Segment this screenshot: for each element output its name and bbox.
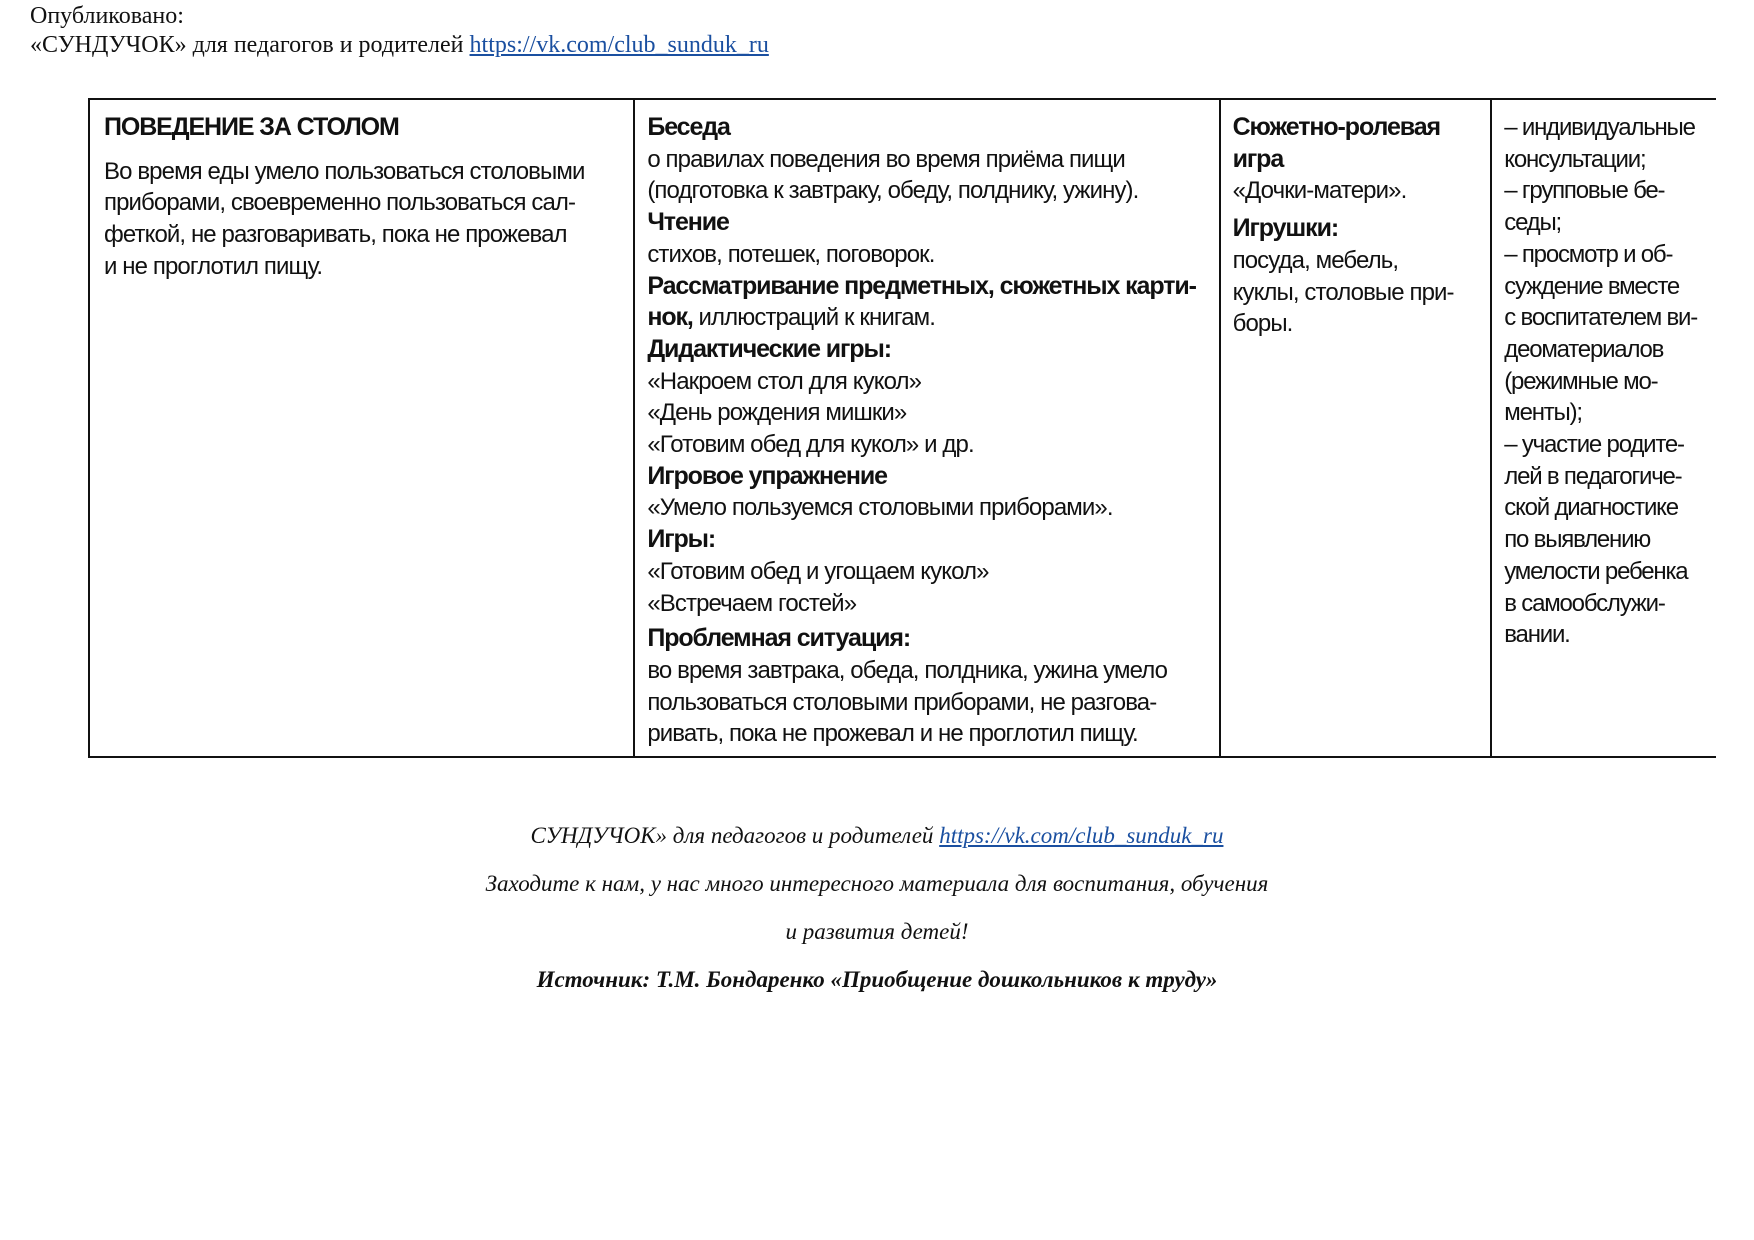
publisher-line: [30, 31, 769, 60]
text-line: о правилах поведения во время приёма пищи: [647, 145, 1125, 173]
text-line: феткой, не разговаривать, пока не прожевал: [104, 221, 567, 249]
text-line: консультации;: [1504, 145, 1646, 173]
toys-title: Игрушки:: [1232, 214, 1339, 243]
viewing-bold: нок,: [647, 303, 693, 332]
vk-link[interactable]: https://vk.com/club_sunduk_ru: [469, 32, 769, 58]
text-line: в самообслужи-: [1504, 589, 1665, 617]
text-line: посуда, мебель,: [1232, 246, 1399, 274]
text-line: – участие родите-: [1504, 431, 1684, 459]
text-line: «День рождения мишки»: [647, 399, 907, 427]
section-title: ПОВЕДЕНИЕ ЗА СТОЛОМ: [104, 113, 399, 141]
text-line: с воспитателем ви-: [1504, 304, 1698, 332]
exercise-title: Игровое упражнение: [647, 461, 887, 490]
reading-title: Чтение: [647, 208, 729, 237]
footer-site: СУНДУЧОК» для педагогов и родителей: [530, 823, 940, 848]
viewing-title: Рассматривание предметных, сюжетных карти-: [647, 271, 1196, 300]
text-line: седы;: [1504, 209, 1562, 237]
text-line: умелости ребенка: [1504, 557, 1688, 585]
activity-table: [88, 98, 1716, 758]
text-line: по выявлению: [1504, 526, 1651, 554]
text-line: «Умело пользуемся столовыми приборами».: [647, 494, 1113, 522]
text-line: «Готовим обед для кукол» и др.: [647, 431, 974, 459]
text-line: «Встречаем гостей»: [647, 589, 857, 617]
text-line: приборами, своевременно пользоваться сал-: [104, 189, 576, 217]
text-line: «Готовим обед и угощаем кукол»: [647, 557, 989, 585]
games-title: Игры:: [647, 525, 716, 554]
text-line: боры.: [1232, 310, 1293, 338]
role-game-title: игра: [1232, 144, 1284, 173]
text-line: во время завтрака, обеда, полдника, ужина умело: [647, 656, 1168, 684]
text-line: и не проглотил пищу.: [104, 252, 323, 280]
footer-vk-link[interactable]: https://vk.com/club_sunduk_ru: [939, 823, 1224, 848]
footer-invite-cont: и развития детей!: [785, 919, 969, 944]
table-col-activities: [633, 100, 1218, 756]
text-line: – просмотр и об-: [1504, 240, 1673, 268]
beseda-title: Беседа: [647, 113, 730, 141]
text-line: стихов, потешек, поговорок.: [647, 240, 935, 268]
text-line: деоматериалов: [1504, 335, 1664, 363]
table-col-games: [1219, 100, 1491, 756]
text-line: менты);: [1504, 399, 1582, 427]
text-line: Во время еды умело пользоваться столовыми: [104, 157, 585, 185]
table-col-parents: [1490, 100, 1716, 756]
role-game-title: Сюжетно-ролевая: [1232, 113, 1440, 141]
footer-invite: Заходите к нам, у нас много интересного материала для воспитания, обучения: [485, 871, 1269, 896]
text-line: ской диагностике: [1504, 494, 1678, 522]
problem-title: Проблемная ситуация:: [647, 624, 911, 653]
text-line: лей в педагогиче-: [1504, 462, 1682, 490]
text-line: вании.: [1504, 621, 1570, 649]
footer-source: Источник: Т.М. Бондаренко «Приобщение дошкольников к труду»: [536, 967, 1218, 992]
text-line: «Накроем стол для кукол»: [647, 367, 922, 395]
published-label: Опубликовано:: [30, 3, 184, 29]
page-header: [30, 2, 769, 60]
text-line: (режимные мо-: [1504, 367, 1658, 395]
text-line: «Дочки-матери».: [1232, 177, 1407, 205]
didactic-title: Дидактические игры:: [647, 334, 891, 363]
viewing-line: [647, 302, 1206, 334]
publisher-name: «СУНДУЧОК» для педагогов и родителей: [30, 32, 464, 58]
table-col-behavior: [90, 100, 633, 756]
text-line: пользоваться столовыми приборами, не разгова-: [647, 688, 1157, 716]
text-line: – групповые бе-: [1504, 177, 1665, 205]
page-footer: [0, 816, 1754, 1008]
text-line: ривать, пока не прожевал и не проглотил пищу.: [647, 720, 1138, 748]
text-line: – индивидуальные: [1504, 114, 1695, 141]
viewing-rest: иллюстраций к книгам.: [692, 304, 936, 332]
text-line: (подготовка к завтраку, обеду, полднику, ужину).: [647, 177, 1139, 205]
footer-site-line: [0, 816, 1754, 864]
text-line: куклы, столовые при-: [1232, 278, 1454, 306]
text-line: суждение вместе: [1504, 272, 1680, 300]
